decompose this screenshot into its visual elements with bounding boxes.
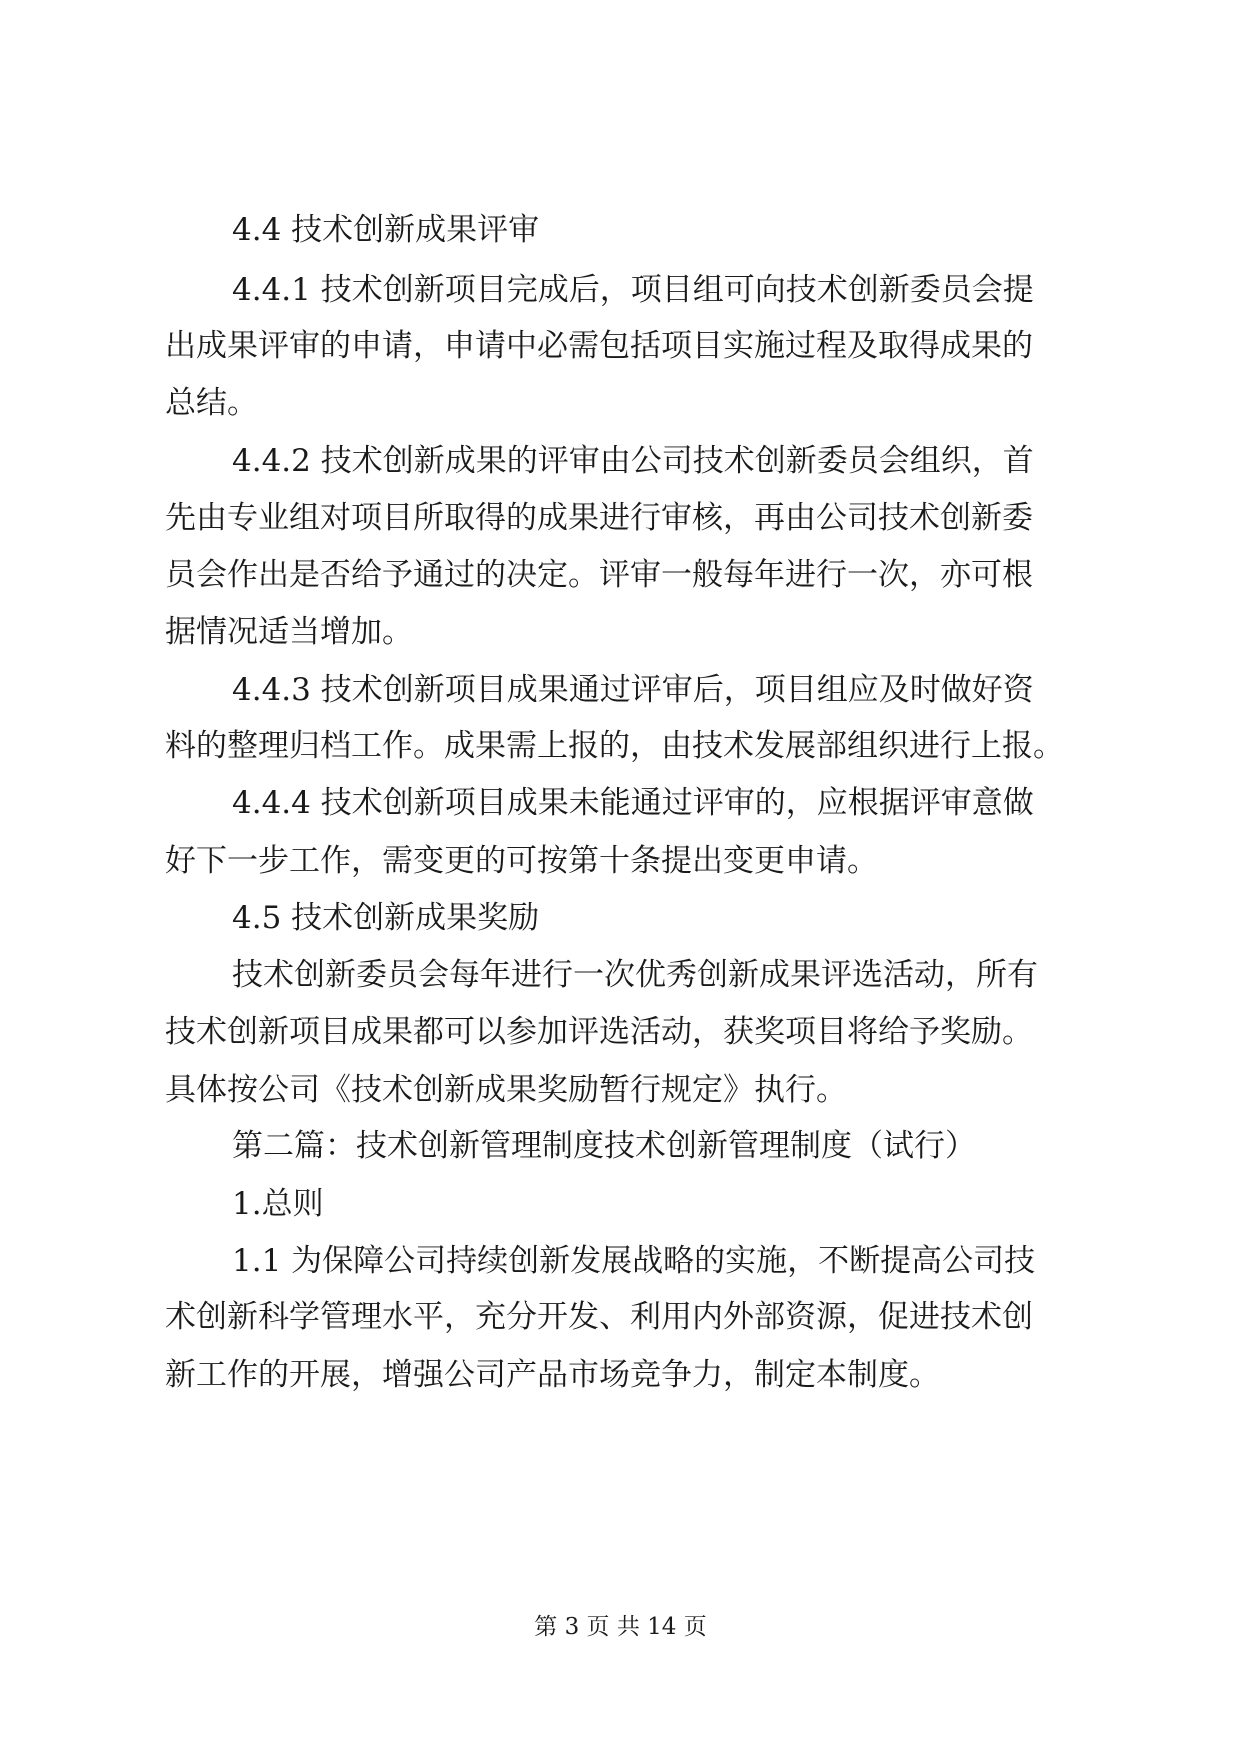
page-number-footer: 第 3 页 共 14 页 — [534, 1614, 707, 1640]
chapter-heading: 第二篇：技术创新管理制度技术创新管理制度（试行） — [232, 1128, 976, 1164]
paragraph-4-4-2-line-1: 4.4.2 技术创新成果的评审由公司技术创新委员会组织，首 — [232, 443, 1034, 479]
paragraph-1-1-line-3: 新工作的开展，增强公司产品市场竞争力，制定本制度。 — [165, 1357, 940, 1393]
paragraph-4-4-4-line-1: 4.4.4 技术创新项目成果未能通过评审的，应根据评审意做 — [232, 785, 1034, 821]
paragraph-4-4-2-line-4: 据情况适当增加。 — [165, 614, 413, 650]
paragraph-4-4-1-line-3: 总结。 — [165, 385, 258, 421]
paragraph-4-4-4-line-2: 好下一步工作，需变更的可按第十条提出变更申请。 — [165, 843, 878, 879]
paragraph-4-5-line-1: 技术创新委员会每年进行一次优秀创新成果评选活动，所有 — [232, 957, 1038, 993]
paragraph-1-1-line-2: 术创新科学管理水平，充分开发、利用内外部资源，促进技术创 — [165, 1299, 1033, 1335]
section-heading-4-4: 4.4 技术创新成果评审 — [232, 212, 540, 248]
paragraph-4-4-1-line-2: 出成果评审的申请，申请中必需包括项目实施过程及取得成果的 — [165, 328, 1033, 364]
paragraph-4-4-3-line-1: 4.4.3 技术创新项目成果通过评审后，项目组应及时做好资 — [232, 672, 1034, 708]
paragraph-4-4-2-line-2: 先由专业组对项目所取得的成果进行审核，再由公司技术创新委 — [165, 500, 1033, 536]
paragraph-1-1-line-1: 1.1 为保障公司持续创新发展战略的实施，不断提高公司技 — [232, 1243, 1036, 1279]
paragraph-4-4-3-line-2: 料的整理归档工作。成果需上报的，由技术发展部组织进行上报。 — [165, 728, 1064, 764]
paragraph-4-4-2-line-3: 员会作出是否给予通过的决定。评审一般每年进行一次，亦可根 — [165, 557, 1033, 593]
paragraph-4-5-line-2: 技术创新项目成果都可以参加评选活动，获奖项目将给予奖励。 — [165, 1014, 1033, 1050]
paragraph-4-5-line-3: 具体按公司《技术创新成果奖励暂行规定》执行。 — [165, 1072, 847, 1108]
section-heading-4-5: 4.5 技术创新成果奖励 — [232, 900, 540, 936]
section-heading-1: 1.总则 — [232, 1186, 324, 1222]
paragraph-4-4-1-line-1: 4.4.1 技术创新项目完成后，项目组可向技术创新委员会提 — [232, 272, 1034, 308]
